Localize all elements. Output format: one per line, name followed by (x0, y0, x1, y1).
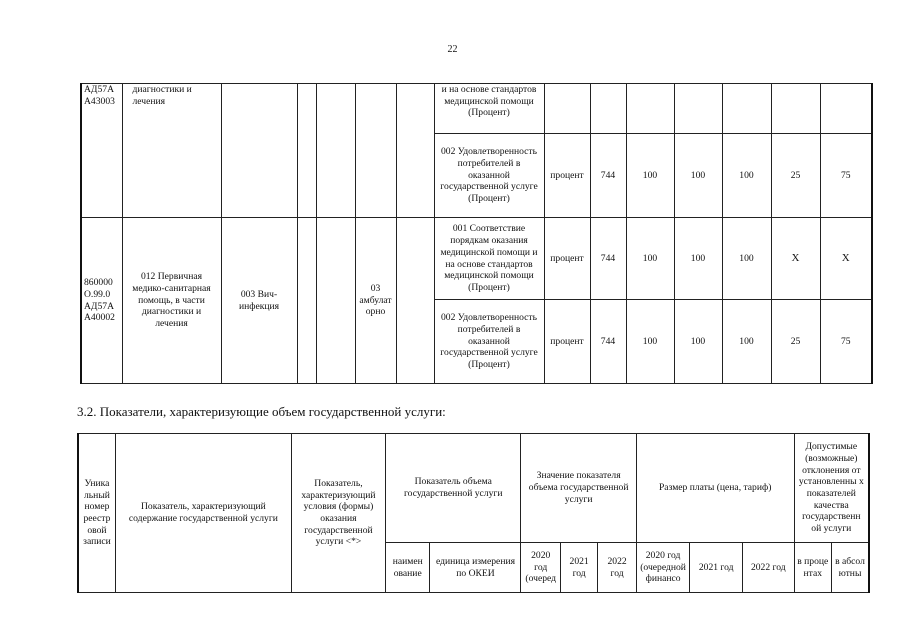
deviation-percent: 25 (771, 300, 820, 384)
value-2020: 100 (626, 134, 674, 218)
subheader-unit: единица измерения по ОКЕИ (430, 543, 521, 593)
service-content-2: 003 Вич-инфекция (221, 218, 297, 384)
value-2021: 100 (674, 134, 722, 218)
subheader-2022: 2022 год (598, 543, 636, 593)
registry-code: 860000 О.99.0 АД57А А40002 (81, 218, 122, 384)
quality-indicators-table (80, 83, 873, 384)
indicator-name: и на основе стандартов медицинской помощи (Процент) (434, 84, 544, 134)
value-2022: 100 (722, 300, 771, 384)
unit-name: процент (544, 300, 590, 384)
value-2022: 100 (722, 218, 771, 300)
value-2021: 100 (674, 300, 722, 384)
service-condition: 03 амбулат орно (355, 218, 396, 384)
header-unique-number: Уника льный номер реестр овой записи (78, 434, 115, 593)
indicator-name: 001 Соответствие порядкам оказания медицинской помощи и на основе стандартов медицинской помощи (Процент) (434, 218, 544, 300)
deviation-percent: 25 (771, 134, 820, 218)
subheader-fee-2021: 2021 год (690, 543, 743, 593)
unit-name: процент (544, 218, 590, 300)
page-number: 22 (447, 44, 458, 55)
subheader-fee-2020: 2020 год (очередной финансо (636, 543, 690, 593)
subheader-fee-2022: 2022 год (742, 543, 794, 593)
subheader-2021: 2021 год (560, 543, 597, 593)
indicator-name: 002 Удовлетворенность потребителей в оказанной государственной услуге (Процент) (434, 134, 544, 218)
value-2020: 100 (626, 218, 674, 300)
table-header-row (78, 434, 869, 543)
okei-code: 744 (590, 300, 626, 384)
header-volume-indicator: Показатель объема государственной услуги (385, 434, 521, 543)
unit-name: процент (544, 134, 590, 218)
header-service-content: Показатель, характеризующий содержание государственной услуги (115, 434, 291, 593)
indicator-name: 002 Удовлетворенность потребителей в оказанной государственной услуге (Процент) (434, 300, 544, 384)
registry-code: АД57А А43003 (81, 84, 122, 218)
section-heading: 3.2. Показатели, характеризующие объем государственной услуги: (77, 404, 446, 419)
okei-code: 744 (590, 218, 626, 300)
deviation-absolute: Х (820, 218, 872, 300)
okei-code: 744 (590, 134, 626, 218)
deviation-absolute: 75 (820, 300, 872, 384)
deviation-absolute: 75 (820, 134, 872, 218)
value-2021: 100 (674, 218, 722, 300)
subheader-absolute: в абсол ютны (832, 543, 870, 593)
table-row (81, 84, 872, 134)
table-row (81, 218, 872, 300)
header-deviation: Допустимые (возможные) отклонения от установленны х показателей качества государственн ой услуги (794, 434, 869, 543)
subheader-percent: в проце нтах (794, 543, 831, 593)
service-content: 012 Первичная медико-санитарная помощь, в части диагностики и лечения (122, 218, 221, 384)
subheader-name: наимен ование (385, 543, 430, 593)
deviation-percent: Х (771, 218, 820, 300)
subheader-2020: 2020 год (очеред (521, 543, 560, 593)
header-service-condition: Показатель, характеризующий условия (формы) оказания государственной услуги <*> (291, 434, 385, 593)
volume-indicators-table (77, 433, 870, 593)
header-indicator-value: Значение показателя объема государственной услуги (521, 434, 636, 543)
value-2020: 100 (626, 300, 674, 384)
service-content: диагностики и лечения (122, 84, 221, 218)
value-2022: 100 (722, 134, 771, 218)
header-fee: Размер платы (цена, тариф) (636, 434, 794, 543)
